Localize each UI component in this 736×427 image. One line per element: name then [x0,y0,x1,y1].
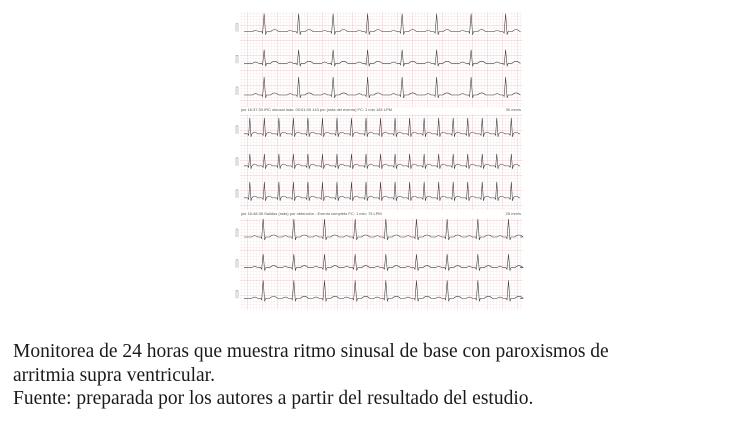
calibration-pulse [236,229,238,237]
calibration-pulse [236,190,238,198]
calibration-pulse [236,126,238,134]
ecg-grid-panel-1 [240,12,522,107]
figure-caption [13,340,728,411]
panel-2-speed: 30 mm/s [505,107,521,112]
calibration-pulse [236,290,238,298]
calibration-pulse [236,158,238,166]
calibration-pulse [236,260,238,268]
ecg-holter-figure [232,10,524,312]
panel-2-header: jue 16:37:33 IRC sinusal más: 00:01:00 143 pm (más del evento) FC: 1 min 145 LPM [241,107,392,112]
calibration-pulse [236,87,238,95]
calibration-pulse [236,55,238,63]
ecg-grid-panel-3 [240,218,522,310]
ecg-strip-image [232,10,524,312]
panel-3-speed: 25 mm/s [505,211,521,216]
caption-line-2: arritmia supra ventricular. [13,364,215,386]
panel-3-header: jue 16:48:35 Salidos (más) por obtención - Evento completo FC: 1 min: 79 LPM [241,211,382,216]
caption-line-3: Fuente: preparada por los autores a partir del resultado del estudio. [13,388,534,409]
caption-line-1: Monitorea de 24 horas que muestra ritmo sinusal de base con paroxismos de [13,341,609,362]
calibration-pulse [236,24,238,32]
